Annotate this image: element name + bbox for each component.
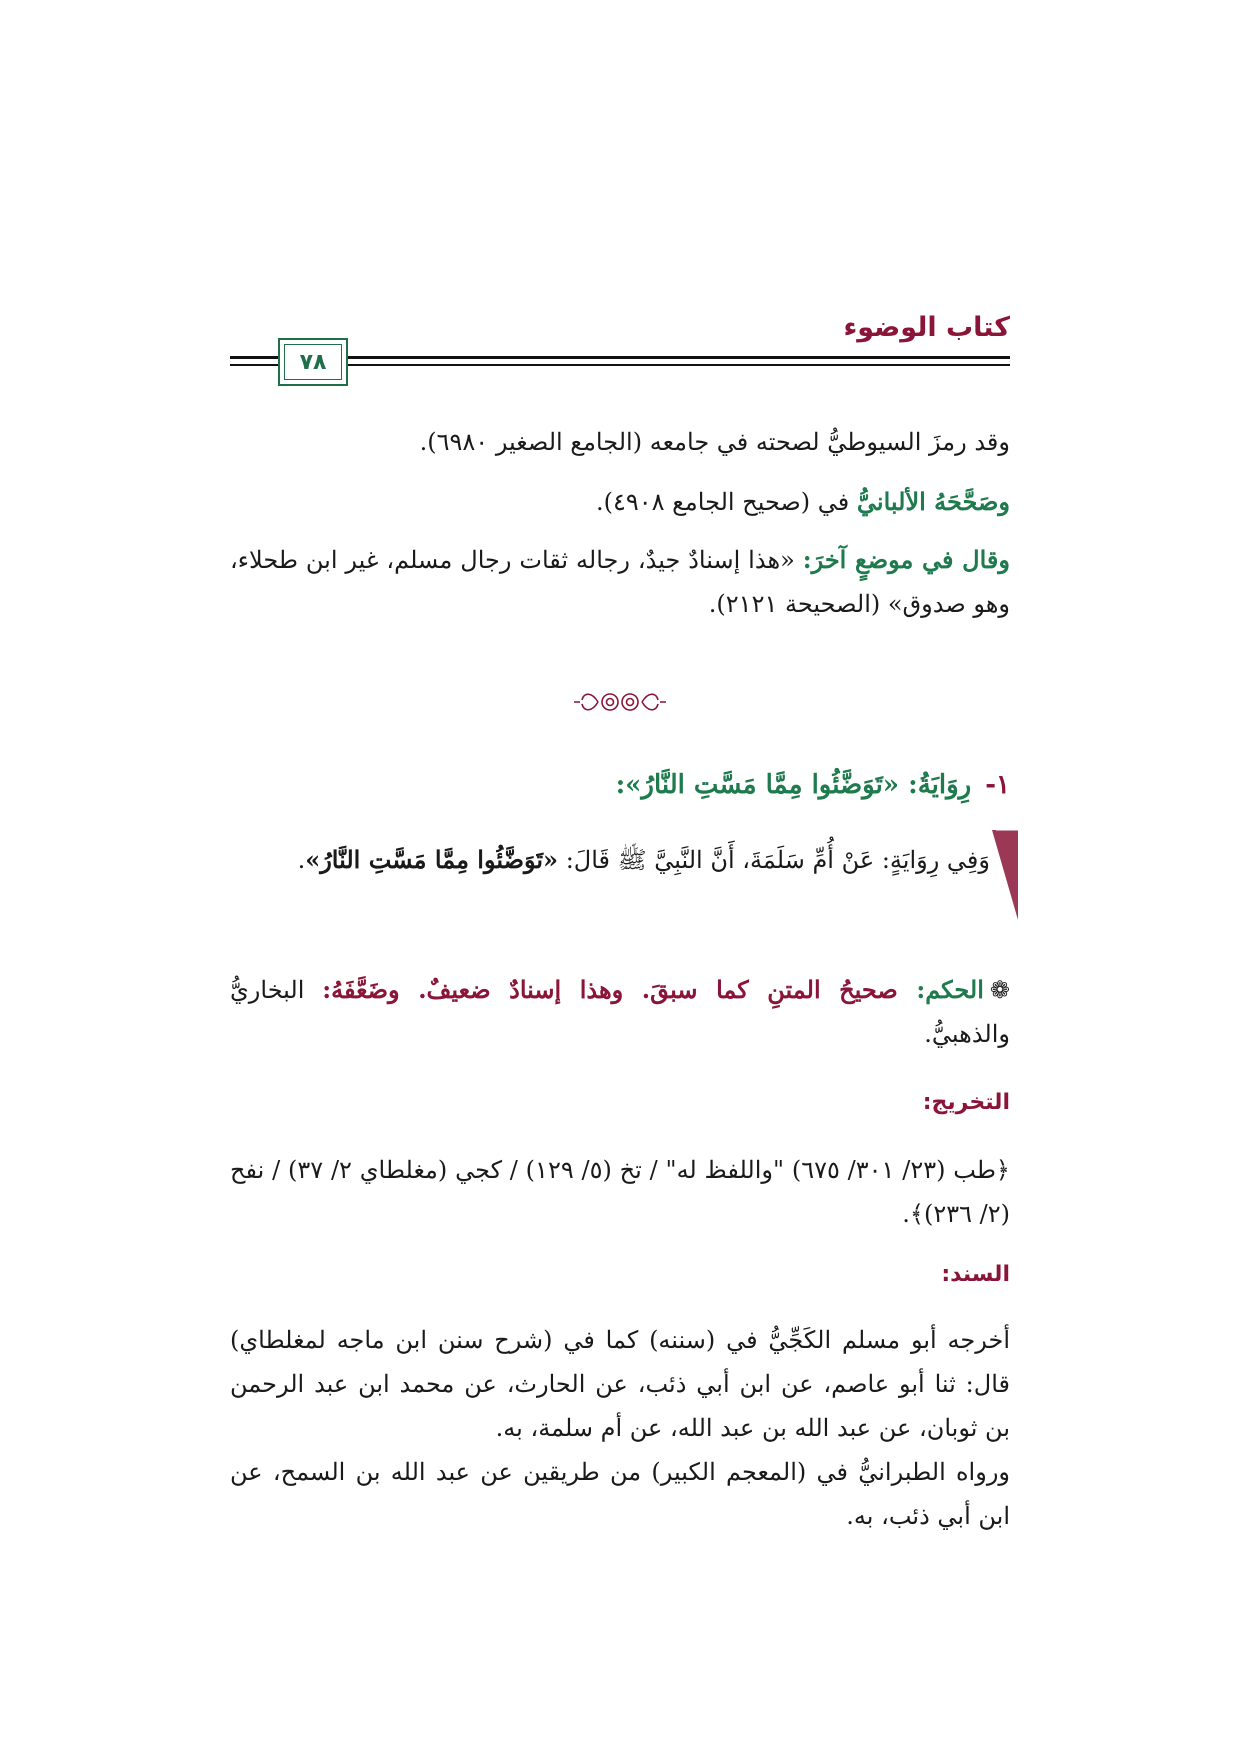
page-header bbox=[230, 308, 1010, 390]
hukm-rest: البخاريُّ والذهبيُّ. bbox=[230, 976, 1010, 1048]
riwaya-hadith: «تَوَضَّئُوا مِمَّا مَسَّتِ النَّارُ» bbox=[305, 845, 559, 874]
section-title: رِوَايَةُ: «تَوَضَّئُوا مِمَّا مَسَّتِ النَّارُ»: bbox=[615, 770, 972, 800]
paragraph-other-place bbox=[230, 538, 1010, 626]
paragraph-suyuti bbox=[230, 420, 1010, 464]
page-number: ٧٨ bbox=[299, 349, 327, 375]
sanad-paragraph-1 bbox=[230, 1318, 1010, 1450]
quote-corner-icon bbox=[992, 830, 1018, 920]
albani-rest: في (صحيح الجامع ٤٩٠٨). bbox=[595, 488, 857, 516]
paragraph-albani bbox=[230, 480, 1010, 524]
hukm-label: الحكم: bbox=[916, 975, 984, 1004]
other-place-rest: «هذا إسنادٌ جيدٌ، رجاله ثقات رجال مسلم، غير ابن طحلاء، وهو صدوق» (الصحيحة ٢١٢١). bbox=[230, 546, 1010, 618]
section-heading bbox=[230, 770, 1010, 800]
page-number-box bbox=[278, 338, 348, 386]
book-title: كتاب الوضوء bbox=[843, 312, 1010, 343]
paragraph-text: وقد رمزَ السيوطيُّ لصحته في جامعه (الجامع الصغير ٦٩٨٠). bbox=[419, 428, 1010, 456]
riwaya-paragraph bbox=[230, 838, 990, 882]
sanad-text-1: أخرجه أبو مسلم الكَجِّيُّ في (سننه) كما في (شرح سنن ابن ماجه لمغلطاي) قال: ثنا أبو عاصم، عن ابن أبي ذئب، عن الحارث، عن محمد ابن عبد الرحمن بن ثوبان، عن عبد الله بن عبد الله، عن أم سلمة، به. bbox=[230, 1326, 1010, 1442]
other-place-lead: وقال في موضعٍ آخرَ: bbox=[802, 545, 1010, 574]
flower-ornament-icon: ❁ bbox=[989, 976, 1010, 1004]
sanad-paragraph-2 bbox=[230, 1450, 1010, 1538]
riwaya-end: . bbox=[297, 846, 306, 874]
section-number: ١- bbox=[985, 770, 1010, 800]
sanad-text-2: ورواه الطبرانيُّ في (المعجم الكبير) من طريقين عن عبد الله بن السمح، عن ابن أبي ذئب، به. bbox=[230, 1458, 1010, 1530]
ornament-divider-icon bbox=[570, 682, 670, 722]
takhrij-paragraph bbox=[230, 1148, 1010, 1236]
takhrij-text: ﴿طب (٢٣/ ٣٠١/ ٦٧٥) "واللفظ له" / تخ (٥/ ١٢٩) / كجي (مغلطاي ٢/ ٣٧) / نفح (٢/ ٢٣٦)﴾. bbox=[230, 1156, 1010, 1228]
hukm-paragraph bbox=[230, 968, 1010, 1056]
sanad-heading: السند: bbox=[941, 1262, 1010, 1287]
takhrij-heading: التخريج: bbox=[922, 1090, 1010, 1115]
riwaya-intro: وَفِي رِوَايَةٍ: عَنْ أُمِّ سَلَمَةَ، أَنَّ النَّبِيَّ ﷺ قَالَ: bbox=[558, 846, 990, 874]
hukm-verdict: صحيحُ المتنِ كما سبقَ. وهذا إسنادٌ ضعيفٌ. وضَعَّفَهُ: bbox=[322, 975, 917, 1004]
albani-lead: وصَحَّحَهُ الألبانيُّ bbox=[856, 487, 1010, 516]
